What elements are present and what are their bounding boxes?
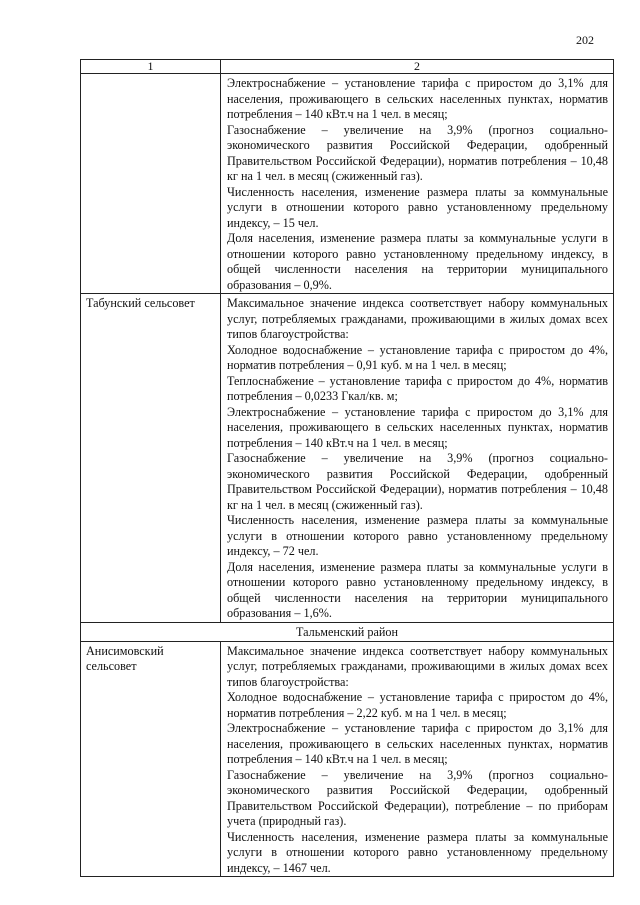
column-header-2: 2 xyxy=(221,60,614,74)
municipality-name xyxy=(81,74,221,294)
municipality-name: Табунский сельсовет xyxy=(81,294,221,623)
content-paragraph: Газоснабжение – увеличение на 3,9% (прогноз социально-экономического развития Российской Федерации, одобренный Правительством Российской Федерации), норматив потребления – 10,48 кг на 1 чел. в месяц (сжиженный газ). xyxy=(227,451,608,512)
district-row xyxy=(81,622,614,641)
municipality-name: Анисимовский сельсовет xyxy=(81,641,221,877)
content-paragraph: Холодное водоснабжение – установление тарифа с приростом до 4%, норматив потребления – 2,22 куб. м на 1 чел. в месяц; xyxy=(227,690,608,720)
table-header-row xyxy=(81,60,614,74)
content-paragraph: Газоснабжение – увеличение на 3,9% (прогноз социально-экономического развития Российской Федерации, одобренный Правительством Российской Федерации), норматив потребления – 10,48 кг на 1 чел. в месяц (сжиженный газ). xyxy=(227,122,608,183)
district-heading: Тальменский район xyxy=(81,622,614,641)
content-paragraph: Доля населения, изменение размера платы за коммунальные услуги в отношении которого равно установленному предельному индексу, в общей численности населения на территории муниципального образования – 0,9%. xyxy=(227,231,608,292)
content-paragraph: Максимальное значение индекса соответствует набору коммунальных услуг, потребляемых гражданами, проживающими в жилых домах всех типов благоустройства: xyxy=(227,296,608,341)
content-paragraph: Максимальное значение индекса соответствует набору коммунальных услуг, потребляемых гражданами, проживающими в жилых домах всех типов благоустройства: xyxy=(227,643,608,689)
table-row xyxy=(81,74,614,294)
row-content xyxy=(221,294,614,623)
row-content xyxy=(221,641,614,877)
content-paragraph: Доля населения, изменение размера платы за коммунальные услуги в отношении которого равно установленному предельному индексу, в общей численности населения на территории муниципального образования – 1,6%. xyxy=(227,559,608,620)
page-number: 202 xyxy=(576,33,594,47)
content-paragraph: Холодное водоснабжение – установление тарифа с приростом до 4%, норматив потребления – 0,91 куб. м на 1 чел. в месяц; xyxy=(227,342,608,372)
content-paragraph: Численность населения, изменение размера платы за коммунальные услуги в отношении которого равно установленному предельному индексу, – 1467 чел. xyxy=(227,829,608,875)
table-row xyxy=(81,294,614,623)
content-paragraph: Газоснабжение – увеличение на 3,9% (прогноз социально-экономического развития Российской Федерации, одобренный Правительством Российской Федерации), потребление – по приборам учета (природный газ). xyxy=(227,767,608,828)
row-content xyxy=(221,74,614,294)
content-paragraph: Численность населения, изменение размера платы за коммунальные услуги в отношении которого равно установленному предельному индексу, – 15 чел. xyxy=(227,184,608,230)
table-row xyxy=(81,641,614,877)
content-paragraph: Электроснабжение – установление тарифа с приростом до 3,1% для населения, проживающего в сельских населенных пунктах, норматив потребления – 140 кВт.ч на 1 чел. в месяц; xyxy=(227,404,608,450)
content-paragraph: Электроснабжение – установление тарифа с приростом до 3,1% для населения, проживающего в сельских населенных пунктах, норматив потребления – 140 кВт.ч на 1 чел. в месяц; xyxy=(227,76,608,121)
content-paragraph: Теплоснабжение – установление тарифа с приростом до 4%, норматив потребления – 0,0233 Гкал/кв. м; xyxy=(227,373,608,403)
content-paragraph: Численность населения, изменение размера платы за коммунальные услуги в отношении которого равно установленному предельному индексу, – 72 чел. xyxy=(227,513,608,558)
tariff-table xyxy=(80,59,614,877)
column-header-1: 1 xyxy=(81,60,221,74)
content-paragraph: Электроснабжение – установление тарифа с приростом до 3,1% для населения, проживающего в сельских населенных пунктах, норматив потребления – 140 кВт.ч на 1 чел. в месяц; xyxy=(227,721,608,766)
